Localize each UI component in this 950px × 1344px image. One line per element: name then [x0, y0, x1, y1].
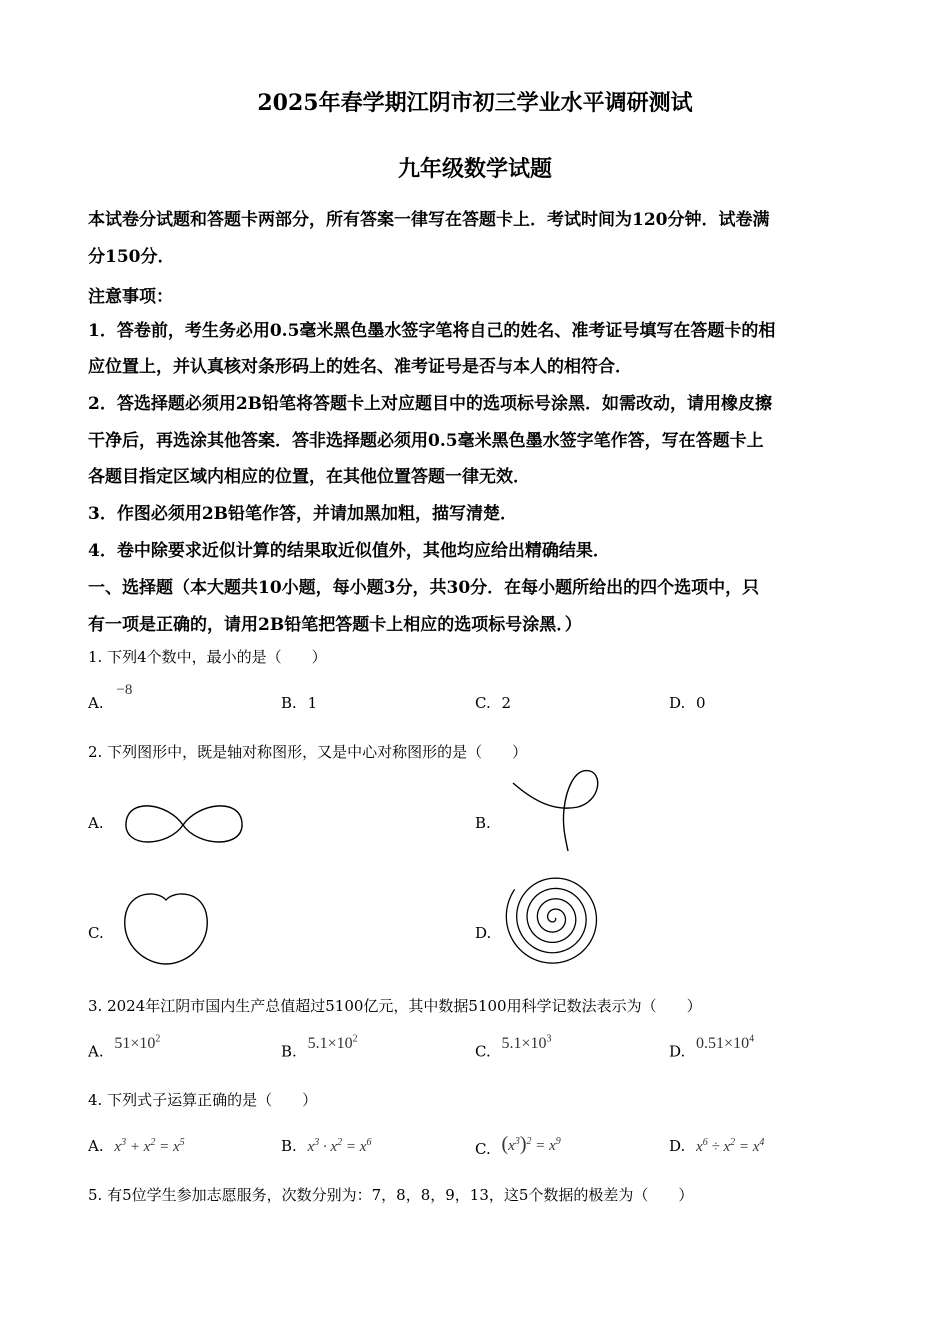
q3-option-c-value: $5.1\times 10^3$: [501, 1034, 552, 1053]
q1-option-b-label: B.: [281, 694, 297, 712]
q4-option-c[interactable]: [475, 1133, 561, 1160]
q1-option-c-label: C.: [475, 694, 491, 712]
q3-option-b-value: $5.1\times 10^2$: [307, 1034, 358, 1053]
section-1-line-1: 一、选择题（本大题共10小题，每小题3分，共30分．在每小题所给出的四个选项中，只: [88, 578, 760, 598]
q4-option-c-expr: $(x^3)^2 = x^9$: [501, 1133, 561, 1155]
lemniscate-figure: [118, 795, 248, 855]
note-2-line-1: 2．答选择题必须用2B铅笔将答题卡上对应题目中的选项标号涂黑．如需改动，请用橡皮擦: [88, 394, 773, 414]
q3-option-c[interactable]: [475, 1034, 552, 1061]
q1-option-d-label: D.: [669, 694, 686, 712]
q3-option-a-value: $51\times 10^2$: [114, 1034, 161, 1053]
q1-option-d[interactable]: [669, 694, 706, 712]
section-1-line-2: 有一项是正确的，请用2B铅笔把答题卡上相应的选项标号涂黑．）: [88, 615, 582, 635]
note-2-line-2: 干净后，再选涂其他答案．答非选择题必须用0.5毫米黑色墨水签字笔作答，写在答题卡上: [88, 431, 764, 451]
notes-heading: 注意事项：: [88, 287, 173, 307]
q1-option-d-value: 0: [696, 694, 706, 712]
q4-option-a-label: A.: [88, 1137, 104, 1155]
question-4-stem: 4. 下列式子运算正确的是（ ）: [88, 1091, 318, 1109]
question-1-stem: 1. 下列4个数中，最小的是（ ）: [88, 648, 327, 666]
q3-option-b[interactable]: [281, 1034, 358, 1061]
q1-option-a-value: −8: [116, 682, 133, 698]
q1-option-c[interactable]: [475, 694, 511, 712]
q4-option-b-label: B.: [281, 1137, 297, 1155]
intro-line-1: 本试卷分试题和答题卡两部分，所有答案一律写在答题卡上．考试时间为120分钟．试卷满: [88, 210, 770, 230]
q4-option-d-label: D.: [669, 1137, 686, 1155]
q3-option-d[interactable]: [669, 1034, 755, 1061]
q2-option-a-label[interactable]: A.: [88, 814, 104, 832]
q2-option-b-label[interactable]: B.: [475, 814, 491, 832]
q1-option-a[interactable]: [88, 682, 133, 713]
q2-option-d-label[interactable]: D.: [475, 924, 492, 942]
q4-option-b-expr: $x^3 \cdot x^2 = x^6$: [307, 1137, 372, 1155]
q4-option-a-expr: $x^3 + x^2 = x^5$: [114, 1137, 185, 1155]
note-4: 4．卷中除要求近似计算的结果取近似值外，其他均应给出精确结果．: [88, 541, 610, 561]
q4-option-d-expr: $x^6 \div x^2 = x^4$: [696, 1137, 765, 1155]
q4-option-b[interactable]: [281, 1137, 371, 1156]
question-3-stem: 3. 2024年江阴市国内生产总值超过5100亿元，其中数据5100用科学记数法表示为（ ）: [88, 997, 702, 1015]
note-1-line-1: 1．答卷前，考生务必用0.5毫米黑色墨水签字笔将自己的姓名、准考证号填写在答题卡的相: [88, 321, 776, 341]
note-2-line-3: 各题目指定区域内相应的位置，在其他位置答题一律无效．: [88, 467, 530, 487]
note-3: 3．作图必须用2B铅笔作答，并请加黑加粗，描写清楚．: [88, 504, 518, 524]
q4-option-c-label: C.: [475, 1140, 491, 1158]
q3-option-d-label: D.: [669, 1042, 686, 1061]
intro-line-2: 分150分．: [88, 247, 175, 267]
q3-option-d-value: $0.51\times 10^4$: [696, 1034, 755, 1053]
spiral-figure: [510, 878, 605, 968]
question-5-stem: 5. 有5位学生参加志愿服务，次数分别为：7，8，8，9，13，这5个数据的极差为（ ）: [88, 1186, 694, 1204]
page-subtitle: 九年级数学试题: [397, 156, 552, 182]
q2-option-c-label[interactable]: C.: [88, 924, 104, 942]
question-2-stem: 2. 下列图形中，既是轴对称图形，又是中心对称图形的是（ ）: [88, 743, 528, 761]
q3-option-b-label: B.: [281, 1042, 297, 1061]
q1-option-b-value: 1: [307, 694, 318, 712]
q1-option-b[interactable]: [281, 694, 317, 712]
q4-option-a[interactable]: [88, 1137, 185, 1156]
cardioid-figure: [120, 888, 212, 966]
q1-option-c-value: 2: [501, 694, 512, 712]
looped-curve-figure: [508, 765, 608, 855]
q4-option-d[interactable]: [669, 1137, 764, 1156]
q1-option-a-label: A.: [88, 694, 104, 712]
page-title: 2025年春学期江阴市初三学业水平调研测试: [257, 90, 693, 116]
q3-option-a-label: A.: [88, 1042, 104, 1061]
q3-option-a[interactable]: [88, 1034, 161, 1061]
q3-option-c-label: C.: [475, 1042, 491, 1061]
note-1-line-2: 应位置上，并认真核对条形码上的姓名、准考证号是否与本人的相符合．: [88, 357, 632, 377]
